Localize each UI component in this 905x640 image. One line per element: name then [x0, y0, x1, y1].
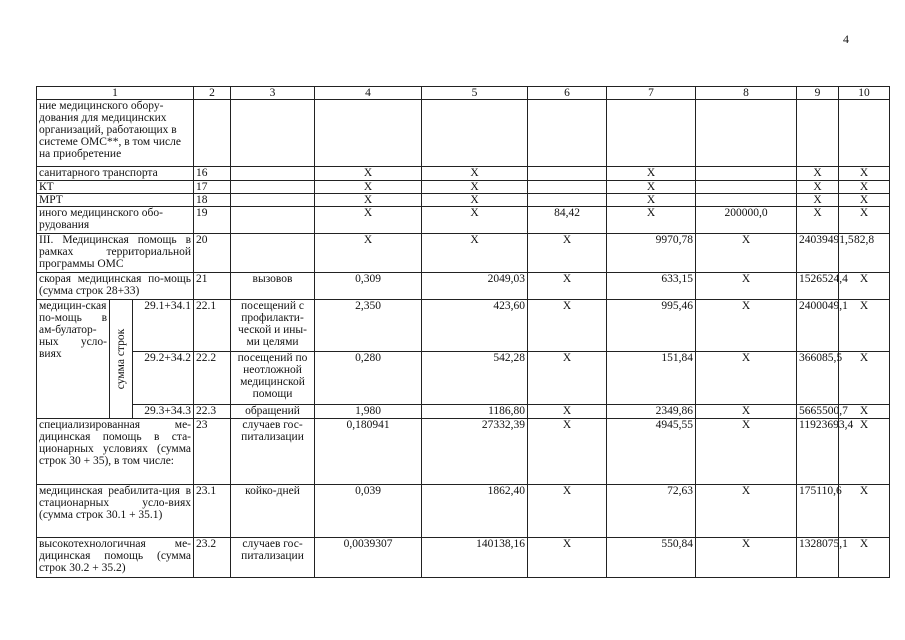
cell: X [839, 485, 890, 538]
cell: 175110,6 [797, 485, 839, 538]
row-number: 23 [194, 419, 231, 485]
cell-unit: случаев гос-питализации [231, 538, 315, 578]
cell: X [422, 167, 528, 181]
cell: X [315, 181, 422, 194]
cell: X [839, 300, 890, 352]
cell: X [528, 538, 607, 578]
table-row [37, 300, 890, 352]
table-row [37, 419, 890, 485]
table-row [37, 538, 890, 578]
cell: 0,180941 [315, 419, 422, 485]
cell: 9970,78 [607, 234, 696, 273]
cell: X [315, 194, 422, 207]
header-col-9: 9 [797, 87, 839, 100]
row-number: 16 [194, 167, 231, 181]
row-number: 22.3 [194, 405, 231, 419]
cell: X [422, 207, 528, 234]
vertical-label [110, 300, 133, 419]
row-number: 23.2 [194, 538, 231, 578]
cell: 11923693,4 [797, 419, 839, 485]
cell: X [797, 181, 839, 194]
cell: X [607, 194, 696, 207]
cell: X [422, 181, 528, 194]
vertical-label-text: сумма строк [115, 328, 127, 390]
header-row [37, 87, 890, 100]
cell: X [839, 352, 890, 405]
cell: X [839, 405, 890, 419]
cell: 542,28 [422, 352, 528, 405]
cell: 27332,39 [422, 419, 528, 485]
cell: X [696, 405, 797, 419]
table-row [37, 194, 890, 207]
cell: 995,46 [607, 300, 696, 352]
row-number: 23.1 [194, 485, 231, 538]
cell: X [696, 485, 797, 538]
header-col-3: 3 [231, 87, 315, 100]
row-label: специализированная ме-дицинская помощь в ста-ционарных условиях (сумма строк 30 + 35), в том числе: [37, 419, 194, 485]
cell: 1526524,4 [797, 273, 839, 300]
row-label-ambulatory: медицин-ская по-мощь в ам-булатор-ных усло-виях [37, 300, 110, 419]
cell: 0,280 [315, 352, 422, 405]
table-row [37, 181, 890, 194]
header-col-10: 10 [839, 87, 890, 100]
cell: 1186,80 [422, 405, 528, 419]
cell: 1862,40 [422, 485, 528, 538]
row-label: медицинская реабилита-ция в стационарных усло-виях (сумма строк 30.1 + 35.1) [37, 485, 194, 538]
row-number: 21 [194, 273, 231, 300]
cell: 2049,03 [422, 273, 528, 300]
row-label: III. Медицинская помощь в рамках территориальной программы ОМС [37, 234, 194, 273]
table-row [37, 273, 890, 300]
cell: 151,84 [607, 352, 696, 405]
cell: 0,0039307 [315, 538, 422, 578]
table-row [37, 207, 890, 234]
cell: X [839, 167, 890, 181]
cell: X [528, 405, 607, 419]
header-col-1: 1 [37, 87, 194, 100]
cell-unit: вызовов [231, 273, 315, 300]
cell-unit: посещений с профилакти-ческой и ины-ми целями [231, 300, 315, 352]
cell: X [696, 419, 797, 485]
table-row [37, 485, 890, 538]
tariff-table [36, 86, 890, 578]
cell: X [315, 167, 422, 181]
cell: 633,15 [607, 273, 696, 300]
table-row [37, 352, 890, 405]
cell: 5665500,7 [797, 405, 839, 419]
cell: 200000,0 [696, 207, 797, 234]
row-label: иного медицинского обо-рудования [37, 207, 194, 234]
cell: X [607, 181, 696, 194]
cell: X [528, 419, 607, 485]
cell: X [839, 538, 890, 578]
cell: X [528, 352, 607, 405]
cell: X [696, 300, 797, 352]
cell: 140138,16 [422, 538, 528, 578]
cell: 2349,86 [607, 405, 696, 419]
cell: X [528, 234, 607, 273]
row-sub: 29.1+34.1 [133, 300, 194, 352]
row-number: 19 [194, 207, 231, 234]
cell: 366085,5 [797, 352, 839, 405]
page-number: 4 [843, 32, 849, 46]
table-row [37, 234, 890, 273]
cell: X [696, 352, 797, 405]
cell: 82,8 [839, 234, 890, 273]
row-label: ние медицинского обору-дования для медицинских организаций, работающих в системе ОМС**, в том числе на приобретение [37, 100, 194, 167]
row-number: 20 [194, 234, 231, 273]
cell: 2400049,1 [797, 300, 839, 352]
row-label: санитарного транспорта [37, 167, 194, 181]
cell: X [839, 207, 890, 234]
header-col-7: 7 [607, 87, 696, 100]
header-col-2: 2 [194, 87, 231, 100]
cell: 0,039 [315, 485, 422, 538]
cell: 1,980 [315, 405, 422, 419]
cell: X [696, 538, 797, 578]
cell: X [839, 419, 890, 485]
cell: X [422, 234, 528, 273]
cell: X [797, 207, 839, 234]
cell: X [528, 485, 607, 538]
table-row [37, 167, 890, 181]
table-row [37, 405, 890, 419]
cell-unit: обращений [231, 405, 315, 419]
row-label: скорая медицинская по-мощь (сумма строк 28+33) [37, 273, 194, 300]
cell: 2,350 [315, 300, 422, 352]
cell: 1328075,1 [797, 538, 839, 578]
cell-unit: посещений по неотложной медицинской помощи [231, 352, 315, 405]
cell: X [797, 167, 839, 181]
cell: 84,42 [528, 207, 607, 234]
cell: X [839, 194, 890, 207]
cell-unit: койко-дней [231, 485, 315, 538]
cell: 24039491,5 [797, 234, 839, 273]
cell: X [315, 207, 422, 234]
header-col-6: 6 [528, 87, 607, 100]
cell: X [607, 167, 696, 181]
header-col-5: 5 [422, 87, 528, 100]
cell: 550,84 [607, 538, 696, 578]
cell: 423,60 [422, 300, 528, 352]
row-label: высокотехнологичная ме-дицинская помощь (сумма строк 30.2 + 35.2) [37, 538, 194, 578]
table-row [37, 100, 890, 167]
row-number: 22.1 [194, 300, 231, 352]
cell: 0,309 [315, 273, 422, 300]
cell: X [315, 234, 422, 273]
header-col-8: 8 [696, 87, 797, 100]
cell: X [839, 273, 890, 300]
cell: X [839, 181, 890, 194]
row-label: МРТ [37, 194, 194, 207]
cell: X [797, 194, 839, 207]
cell: X [607, 207, 696, 234]
cell: X [528, 300, 607, 352]
cell: X [528, 273, 607, 300]
cell: X [696, 273, 797, 300]
cell-unit: случаев гос-питализации [231, 419, 315, 485]
row-sub: 29.3+34.3 [133, 405, 194, 419]
row-label: КТ [37, 181, 194, 194]
cell: X [422, 194, 528, 207]
row-number: 18 [194, 194, 231, 207]
row-number: 22.2 [194, 352, 231, 405]
row-sub: 29.2+34.2 [133, 352, 194, 405]
cell: X [696, 234, 797, 273]
cell: 4945,55 [607, 419, 696, 485]
header-col-4: 4 [315, 87, 422, 100]
cell: 72,63 [607, 485, 696, 538]
row-number: 17 [194, 181, 231, 194]
